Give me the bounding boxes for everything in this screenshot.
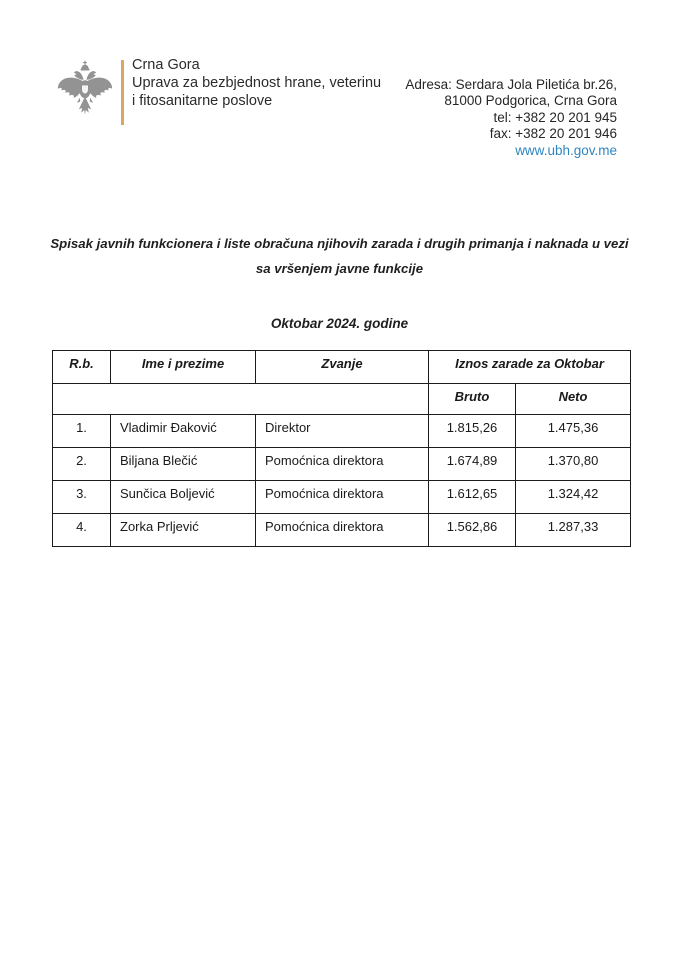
organization-name-block: [132, 56, 381, 110]
cell-neto: 1.324,42: [516, 481, 631, 514]
cell-name: Zorka Prljević: [111, 514, 256, 547]
salary-table: [52, 350, 631, 547]
header-name: Ime i prezime: [111, 351, 256, 384]
table-row: [53, 481, 631, 514]
cell-neto: 1.475,36: [516, 415, 631, 448]
cell-bruto: 1.815,26: [429, 415, 516, 448]
table-row: [53, 415, 631, 448]
table-header-row-2: [53, 384, 631, 415]
header-title: Zvanje: [256, 351, 429, 384]
period-label: Oktobar 2024. godine: [270, 316, 409, 331]
cell-name: Sunčica Boljević: [111, 481, 256, 514]
cell-bruto: 1.612,65: [429, 481, 516, 514]
header-rb: R.b.: [53, 351, 111, 384]
cell-title: Pomoćnica direktora: [256, 448, 429, 481]
cell-rb: 2.: [53, 448, 111, 481]
document-title-line2: sa vršenjem javne funkcije: [255, 261, 424, 276]
cell-bruto: 1.562,86: [429, 514, 516, 547]
table-header-row-1: [53, 351, 631, 384]
website-link[interactable]: www.ubh.gov.me: [515, 142, 617, 158]
address-city: 81000 Podgorica, Crna Gora: [444, 93, 617, 109]
cell-title: Direktor: [256, 415, 429, 448]
header-bruto: Bruto: [429, 384, 516, 415]
address-street: Adresa: Serdara Jola Piletića br.26,: [405, 77, 617, 92]
cell-rb: 1.: [53, 415, 111, 448]
cell-rb: 3.: [53, 481, 111, 514]
coat-of-arms-icon: [57, 60, 113, 123]
document-title: [0, 231, 679, 281]
table-row: [53, 514, 631, 547]
cell-neto: 1.287,33: [516, 514, 631, 547]
table-row: [53, 448, 631, 481]
cell-name: Vladimir Đaković: [111, 415, 256, 448]
org-name-line1: Uprava za bezbjednost hrane, veterinu: [132, 75, 382, 91]
cell-bruto: 1.674,89: [429, 448, 516, 481]
header-empty-cell: [53, 384, 429, 415]
org-name-line2: i fitosanitarne poslove: [132, 93, 273, 109]
address-fax: fax: +382 20 201 946: [489, 126, 617, 142]
address-tel: tel: +382 20 201 945: [493, 109, 617, 125]
header-neto: Neto: [516, 384, 631, 415]
cell-rb: 4.: [53, 514, 111, 547]
cell-title: Pomoćnica direktora: [256, 481, 429, 514]
cell-name: Biljana Blečić: [111, 448, 256, 481]
cell-title: Pomoćnica direktora: [256, 514, 429, 547]
header-amount-group: Iznos zarade za Oktobar: [429, 351, 631, 384]
cell-neto: 1.370,80: [516, 448, 631, 481]
country-name: Crna Gora: [132, 57, 200, 73]
address-block: [405, 77, 617, 159]
letterhead-divider: [121, 60, 124, 125]
document-title-line1: Spisak javnih funkcionera i liste obračuna njihovih zarada i drugih primanja i naknada u vezi: [50, 236, 629, 251]
